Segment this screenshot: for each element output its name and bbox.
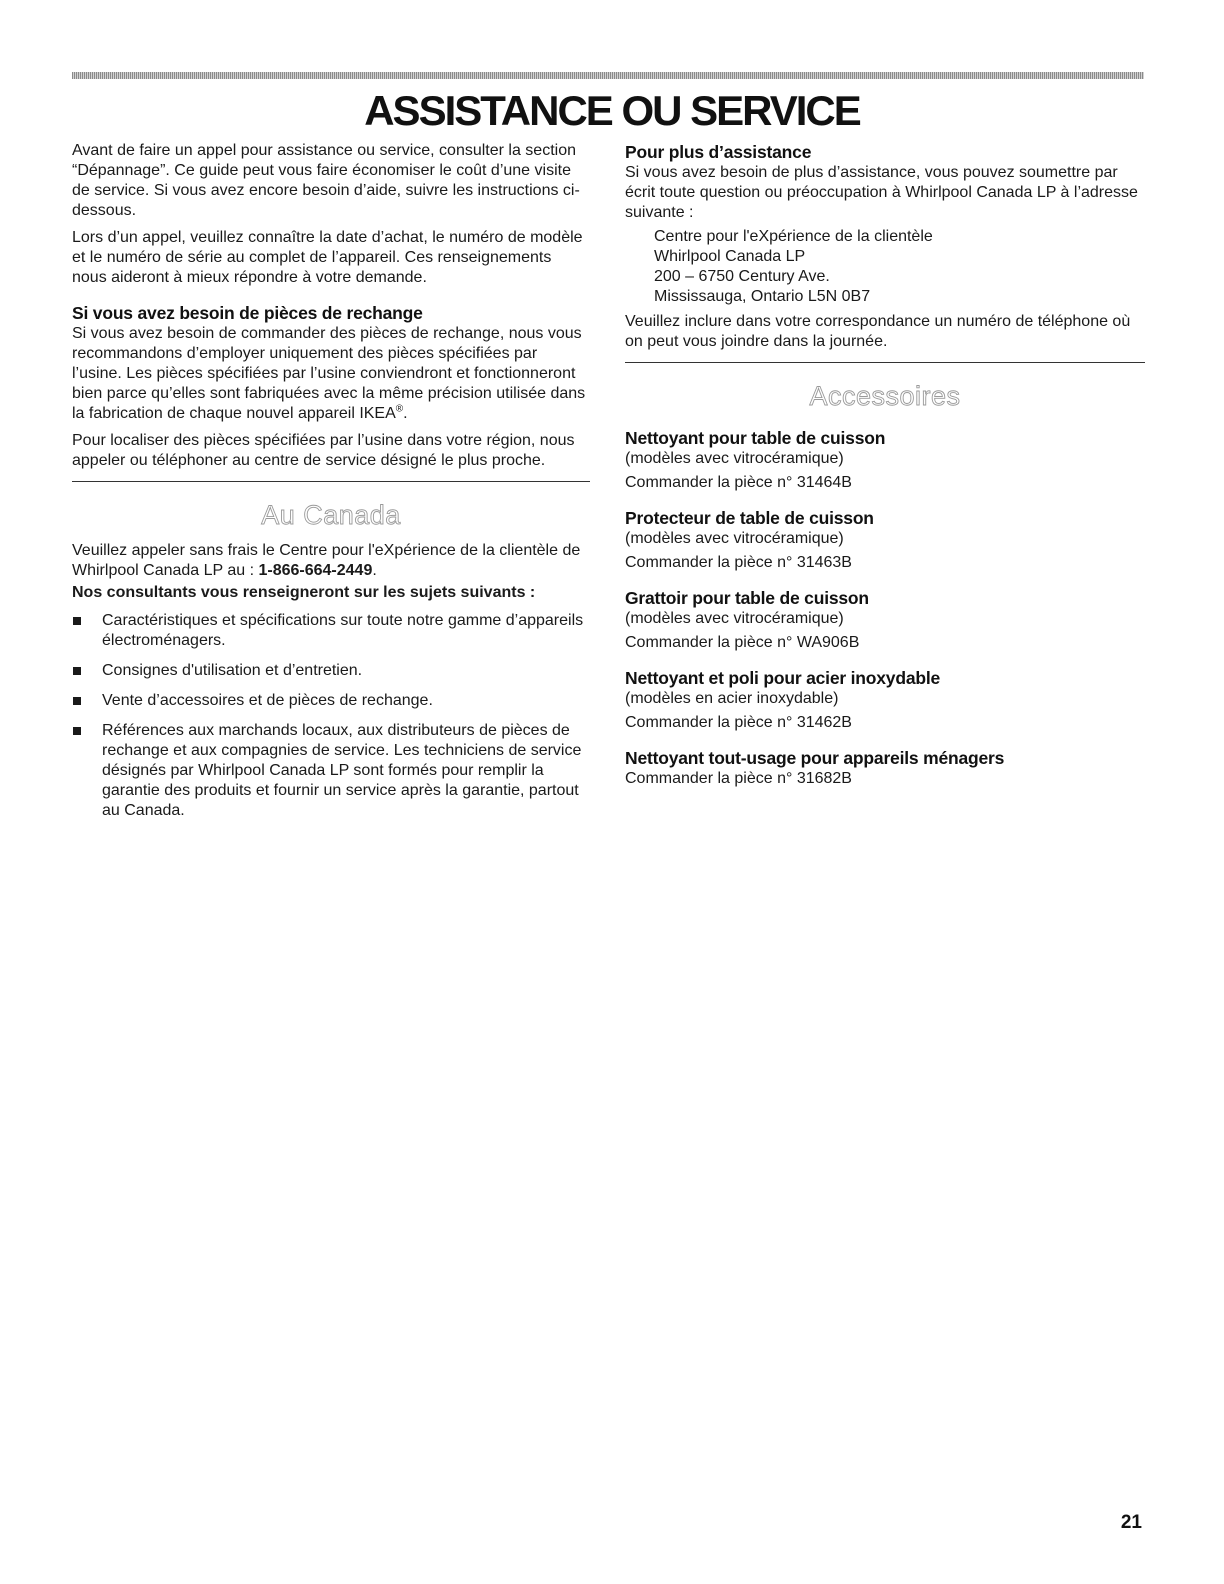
- intro-paragraph-2: Lors d’un appel, veuillez connaître la date d’achat, le numéro de modèle et le numéro de série au complet de l’appareil. Ces renseignements nous aideront à mieux répondre à votre demande.: [72, 229, 583, 286]
- section-divider: [625, 362, 1145, 363]
- assistance-paragraph-2: Veuillez inclure dans votre correspondance un numéro de téléphone où on peut vous joindre dans la journée.: [625, 313, 1131, 350]
- accessory-order: Commander la pièce n° 31682B: [625, 770, 852, 787]
- topics-list: [72, 611, 590, 821]
- bullet-square-icon: [73, 727, 81, 735]
- accessory-order: Commander la pièce n° 31463B: [625, 554, 852, 571]
- accessory-note: (modèles en acier inoxydable): [625, 690, 839, 707]
- canada-heading: Au Canada: [261, 500, 401, 530]
- address-line: Mississauga, Ontario L5N 0B7: [654, 288, 871, 305]
- canada-text-end: .: [372, 562, 377, 579]
- list-item-text: Références aux marchands locaux, aux distributeurs de pièces de rechange et aux compagnies de service. Les techniciens de service désignés par Whirlpool Canada LP sont formés pour remplir la garantie des produits et fournir un service après la garantie, partout au Canada.: [102, 722, 582, 819]
- bullet-square-icon: [73, 617, 81, 625]
- accessory-name: Nettoyant pour table de cuisson: [625, 428, 886, 448]
- accessory-name: Nettoyant et poli pour acier inoxydable: [625, 668, 941, 688]
- registered-mark: ®: [395, 403, 404, 415]
- canada-paragraph: [72, 541, 590, 581]
- accessories-heading: Accessoires: [809, 381, 961, 411]
- accessory-item: [625, 427, 1145, 493]
- accessory-note: (modèles avec vitrocéramique): [625, 610, 844, 627]
- right-column: [625, 141, 1145, 803]
- list-item: [72, 691, 590, 711]
- parts-paragraph-1: [72, 324, 590, 424]
- list-item-text: Caractéristiques et spécifications sur toute notre gamme d’appareils électroménagers.: [102, 612, 584, 649]
- intro-paragraph-1: Avant de faire un appel pour assistance ou service, consulter la section “Dépannage”. Ce guide peut vous faire économiser le coût d’une visite de service. Si vous avez encore besoin d’aide, suivre les instructions ci-dessous.: [72, 142, 580, 219]
- canada-text: Veuillez appeler sans frais le Centre pour l'eXpérience de la clientèle de Whirlpool Canada LP au :: [72, 542, 581, 579]
- address-line: 200 – 6750 Century Ave.: [654, 268, 830, 285]
- list-item: [72, 721, 590, 821]
- list-item: [72, 611, 590, 651]
- list-item: [72, 661, 590, 681]
- parts-paragraph-1-end: .: [403, 405, 408, 422]
- accessory-order: Commander la pièce n° 31464B: [625, 474, 852, 491]
- parts-paragraph-1-text: Si vous avez besoin de commander des pièces de rechange, nous vous recommandons d’employer uniquement des pièces spécifiées par l’usine. Les pièces spécifiées par l’usine conviendront et fonctionneront bien parce qu’elles sont fabriquées avec la même précision utilisée dans la fabrication de chaque nouvel appareil IKEA: [72, 325, 586, 422]
- accessory-item: [625, 587, 1145, 653]
- parts-heading: Si vous avez besoin de pièces de rechange: [72, 303, 423, 323]
- accessory-note: (modèles avec vitrocéramique): [625, 530, 844, 547]
- accessory-item: [625, 507, 1145, 573]
- list-item-text: Vente d’accessoires et de pièces de rechange.: [102, 692, 433, 709]
- accessory-order: Commander la pièce n° WA906B: [625, 634, 860, 651]
- accessory-item: [625, 747, 1145, 789]
- bullet-square-icon: [73, 697, 81, 705]
- top-decorative-rule: [72, 72, 1144, 79]
- parts-paragraph-2: Pour localiser des pièces spécifiées par l’usine dans votre région, nous appeler ou téléphoner au centre de service désigné le plus proche.: [72, 432, 575, 469]
- list-item-text: Consignes d'utilisation et d’entretien.: [102, 662, 363, 679]
- assistance-paragraph: Si vous avez besoin de plus d’assistance, vous pouvez soumettre par écrit toute question ou préoccupation à Whirlpool Canada LP à l’adresse suivante :: [625, 164, 1138, 221]
- page-title: ASSISTANCE OU SERVICE: [364, 87, 860, 134]
- consultants-heading: Nos consultants vous renseigneront sur les sujets suivants :: [72, 584, 536, 601]
- page-number: 21: [1120, 1512, 1142, 1533]
- accessory-order: Commander la pièce n° 31462B: [625, 714, 852, 731]
- mailing-address: [625, 227, 1145, 307]
- accessory-note: (modèles avec vitrocéramique): [625, 450, 844, 467]
- accessory-name: Grattoir pour table de cuisson: [625, 588, 869, 608]
- bullet-square-icon: [73, 667, 81, 675]
- assistance-heading: Pour plus d’assistance: [625, 142, 812, 162]
- address-line: Whirlpool Canada LP: [654, 248, 806, 265]
- left-column: [72, 141, 590, 831]
- section-divider: [72, 481, 590, 482]
- accessory-name: Nettoyant tout-usage pour appareils ménagers: [625, 748, 1005, 768]
- address-line: Centre pour l'eXpérience de la clientèle: [654, 228, 933, 245]
- canada-phone-number: 1-866-664-2449: [258, 562, 373, 579]
- accessory-item: [625, 667, 1145, 733]
- accessory-name: Protecteur de table de cuisson: [625, 508, 874, 528]
